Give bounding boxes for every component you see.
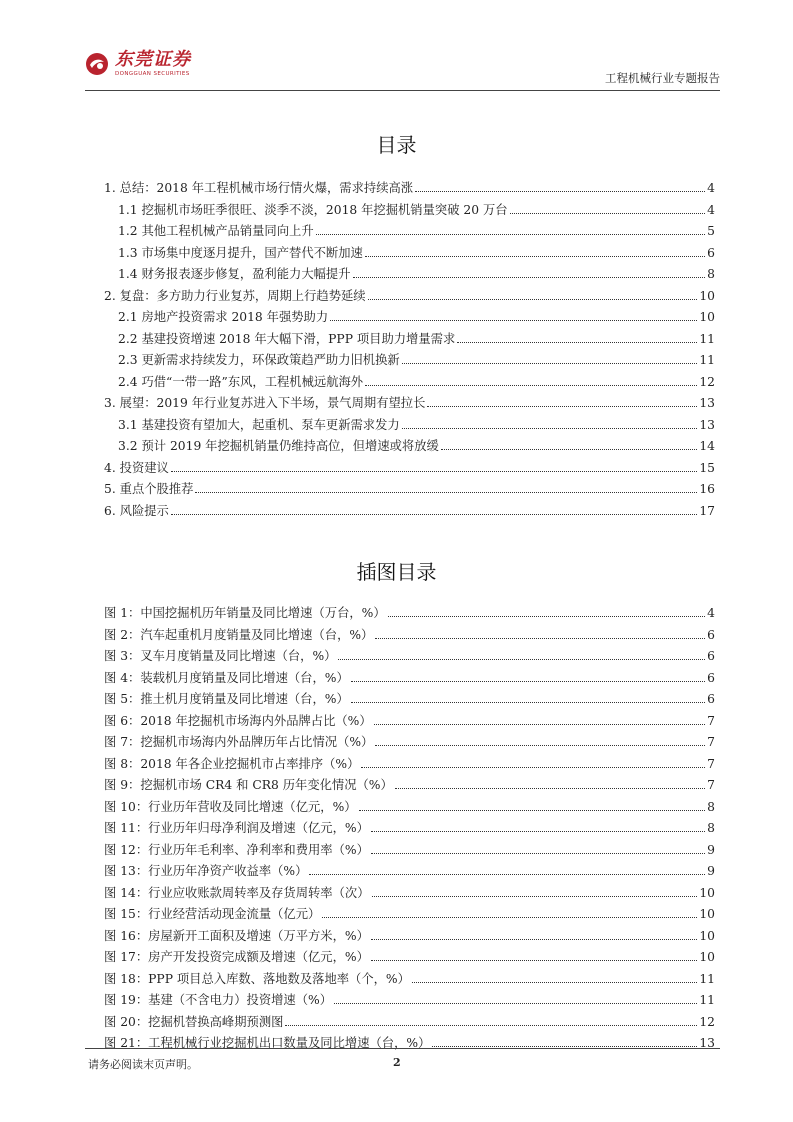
dot-leader <box>402 416 698 429</box>
toc-entry-label: 图 13：行业历年净资产收益率（%） <box>104 864 308 878</box>
toc-entry-page: 9 <box>707 842 715 857</box>
toc-entry-label: 2.4 巧借“一带一路”东风，工程机械远航海外 <box>118 374 364 389</box>
toc-entry-label: 4. 投资建议 <box>104 460 169 475</box>
dot-leader <box>432 1034 697 1047</box>
toc-entry[interactable] <box>104 904 715 926</box>
toc-entry[interactable] <box>104 646 715 668</box>
toc-entry-label: 图 15：行业经营活动现金流量（亿元） <box>104 907 321 921</box>
toc-entry[interactable] <box>104 969 715 991</box>
figure-list-title: 插图目录 <box>356 560 437 584</box>
toc-entry[interactable] <box>104 372 715 394</box>
dot-leader <box>375 626 705 639</box>
disclaimer-note: 请务必阅读末页声明。 <box>88 1058 198 1071</box>
toc-entry-page: 13 <box>699 417 715 432</box>
dot-leader <box>351 690 705 703</box>
toc-entry[interactable] <box>104 818 715 840</box>
toc-entry[interactable] <box>104 840 715 862</box>
dot-leader <box>457 330 697 343</box>
dot-leader <box>412 970 697 983</box>
toc-entry[interactable] <box>104 1033 715 1055</box>
table-of-contents <box>104 178 715 522</box>
toc-entry[interactable] <box>104 200 715 222</box>
dot-leader <box>371 841 705 854</box>
toc-entry-page: 8 <box>707 821 715 835</box>
dot-leader <box>371 948 697 961</box>
toc-entry-label: 2.2 基建投资增速 2018 年大幅下滑，PPP 项目助力增量需求 <box>118 331 456 346</box>
toc-entry-label: 3.1 基建投资有望加大，起重机、泵车更新需求发力 <box>118 417 400 432</box>
toc-entry[interactable] <box>104 990 715 1012</box>
toc-entry[interactable] <box>104 1012 715 1034</box>
dot-leader <box>415 179 705 192</box>
toc-entry-label: 5. 重点个股推荐 <box>104 482 194 496</box>
toc-entry[interactable] <box>104 350 715 372</box>
toc-entry-label: 图 16：房屋新开工面积及增速（万平方米，%） <box>104 928 369 943</box>
toc-entry-page: 9 <box>707 864 715 878</box>
toc-entry-page: 10 <box>699 928 715 943</box>
toc-entry-label: 1. 总结：2018 年工程机械市场行情火爆，需求持续高涨 <box>104 181 414 195</box>
dot-leader <box>371 927 697 940</box>
toc-entry-label: 1.2 其他工程机械产品销量同向上升 <box>118 224 314 238</box>
toc-entry[interactable] <box>104 458 715 480</box>
toc-entry-page: 17 <box>699 503 715 518</box>
toc-entry[interactable] <box>104 264 715 286</box>
report-title: 工程机械行业专题报告 <box>605 71 720 85</box>
company-logo <box>85 50 191 78</box>
dot-leader <box>171 502 698 515</box>
dot-leader <box>371 819 705 832</box>
dot-leader <box>388 604 706 617</box>
toc-entry-page: 10 <box>699 310 715 324</box>
dot-leader <box>338 647 705 660</box>
toc-entry-label: 图 12：行业历年毛利率、净利率和费用率（%） <box>104 842 369 857</box>
toc-entry[interactable] <box>104 479 715 501</box>
toc-entry[interactable] <box>104 501 715 523</box>
toc-entry-page: 5 <box>707 224 715 238</box>
toc-entry-label: 图 10：行业历年营收及同比增速（亿元，%） <box>104 799 357 814</box>
dot-leader <box>334 991 697 1004</box>
toc-entry-page: 4 <box>707 181 715 195</box>
toc-entry[interactable] <box>104 329 715 351</box>
toc-entry-page: 11 <box>699 971 715 986</box>
toc-entry[interactable] <box>104 436 715 458</box>
dot-leader <box>361 755 705 768</box>
toc-entry-page: 15 <box>699 460 715 475</box>
dot-leader <box>171 459 698 472</box>
toc-entry-page: 7 <box>707 735 715 749</box>
toc-entry-page: 8 <box>707 267 715 281</box>
toc-entry-label: 图 11：行业历年归母净利润及增速（亿元，%） <box>104 821 369 835</box>
toc-entry[interactable] <box>104 393 715 415</box>
toc-entry-page: 11 <box>699 353 715 367</box>
toc-entry-page: 12 <box>699 374 715 389</box>
toc-entry-label: 图 2：汽车起重机月度销量及同比增速（台，%） <box>104 627 374 642</box>
toc-entry[interactable] <box>104 732 715 754</box>
toc-entry-label: 图 5：推土机月度销量及同比增速（台，%） <box>104 692 349 706</box>
toc-entry[interactable] <box>104 754 715 776</box>
toc-entry[interactable] <box>104 286 715 308</box>
toc-entry-page: 4 <box>707 606 715 620</box>
dot-leader <box>365 244 705 257</box>
toc-entry-label: 图 9：挖掘机市场 CR4 和 CR8 历年变化情况（%） <box>104 778 393 792</box>
toc-entry-label: 图 17：房产开发投资完成额及增速（亿元，%） <box>104 950 369 964</box>
toc-entry-label: 图 1：中国挖掘机历年销量及同比增速（万台，%） <box>104 606 386 620</box>
toc-entry-label: 图 8：2018 年各企业挖掘机市占率排序（%） <box>104 756 360 771</box>
toc-entry-label: 图 6：2018 年挖掘机市场海内外品牌占比（%） <box>104 713 372 728</box>
dot-leader <box>359 798 706 811</box>
toc-entry-page: 10 <box>699 288 715 303</box>
dot-leader <box>316 222 706 235</box>
toc-entry[interactable] <box>104 603 715 625</box>
toc-entry-page: 11 <box>699 993 715 1007</box>
toc-entry[interactable] <box>104 775 715 797</box>
toc-entry-label: 2. 复盘：多方助力行业复苏，周期上行趋势延续 <box>104 288 366 303</box>
dongguan-securities-logo-icon <box>85 52 109 76</box>
dot-leader <box>395 776 705 789</box>
toc-entry-label: 3. 展望：2019 年行业复苏进入下半场，景气周期有望拉长 <box>104 396 426 410</box>
dot-leader <box>368 287 698 300</box>
toc-entry[interactable] <box>104 221 715 243</box>
toc-entry[interactable] <box>104 625 715 647</box>
toc-entry-label: 6. 风险提示 <box>104 503 169 518</box>
toc-entry[interactable] <box>104 415 715 437</box>
dot-leader <box>309 862 705 875</box>
toc-entry-label: 图 19：基建（不含电力）投资增速（%） <box>104 993 332 1007</box>
dot-leader <box>427 394 697 407</box>
toc-entry-page: 7 <box>707 713 715 728</box>
toc-entry-page: 4 <box>707 202 715 217</box>
dot-leader <box>353 265 706 278</box>
toc-entry-page: 12 <box>699 1014 715 1029</box>
toc-entry-page: 16 <box>699 482 715 496</box>
toc-entry-page: 11 <box>699 331 715 346</box>
toc-entry-page: 10 <box>699 950 715 964</box>
dot-leader <box>441 437 698 450</box>
toc-entry-label: 图 20：挖掘机替换高峰期预测图 <box>104 1014 284 1029</box>
toc-entry-page: 14 <box>699 439 715 453</box>
toc-entry-label: 图 7：挖掘机市场海内外品牌历年占比情况（%） <box>104 735 374 749</box>
toc-entry-label: 2.3 更新需求持续发力，环保政策趋严助力旧机换新 <box>118 353 400 367</box>
toc-entry[interactable] <box>104 307 715 329</box>
toc-entry-label: 图 14：行业应收账款周转率及存货周转率（次） <box>104 885 370 900</box>
toc-entry-page: 10 <box>699 885 715 900</box>
toc-entry-page: 10 <box>699 907 715 921</box>
toc-entry-page: 7 <box>707 778 715 792</box>
toc-entry-label: 1.4 财务报表逐步修复，盈利能力大幅提升 <box>118 267 351 281</box>
toc-entry-label: 图 18：PPP 项目总入库数、落地数及落地率（个，%） <box>104 971 410 986</box>
page-header <box>85 40 720 96</box>
toc-entry[interactable] <box>104 797 715 819</box>
toc-entry[interactable] <box>104 861 715 883</box>
toc-entry[interactable] <box>104 689 715 711</box>
toc-entry-page: 13 <box>699 1036 715 1050</box>
page-number: 2 <box>393 1056 401 1069</box>
dot-leader <box>510 201 706 214</box>
dot-leader <box>372 884 698 897</box>
toc-entry-label: 图 4：装载机月度销量及同比增速（台，%） <box>104 670 349 685</box>
dot-leader <box>402 351 698 364</box>
toc-entry[interactable] <box>104 711 715 733</box>
toc-entry-label: 图 3：叉车月度销量及同比增速（台，%） <box>104 649 337 663</box>
toc-entry-page: 6 <box>707 670 715 685</box>
dot-leader <box>374 712 706 725</box>
toc-entry-page: 6 <box>707 692 715 706</box>
toc-entry-label: 1.3 市场集中度逐月提升，国产替代不断加速 <box>118 245 363 260</box>
company-name-en: DONGGUAN SECURITIES <box>115 71 190 77</box>
footer-divider <box>85 1048 720 1049</box>
figure-list <box>104 603 715 1055</box>
toc-entry[interactable] <box>104 947 715 969</box>
toc-entry-page: 8 <box>707 799 715 814</box>
dot-leader <box>285 1013 697 1026</box>
toc-title: 目录 <box>376 133 417 157</box>
toc-entry[interactable] <box>104 668 715 690</box>
toc-entry-label: 图 21：工程机械行业挖掘机出口数量及同比增速（台，%） <box>104 1036 431 1050</box>
dot-leader <box>365 373 697 386</box>
header-divider <box>85 90 720 91</box>
dot-leader <box>375 733 705 746</box>
dot-leader <box>322 905 697 918</box>
toc-entry-page: 6 <box>707 245 715 260</box>
company-name-cn: 东莞证券 <box>115 49 191 70</box>
toc-entry-page: 6 <box>707 649 715 663</box>
toc-entry-page: 6 <box>707 627 715 642</box>
dot-leader <box>330 308 697 321</box>
toc-entry[interactable] <box>104 243 715 265</box>
dot-leader <box>351 669 705 682</box>
toc-entry[interactable] <box>104 883 715 905</box>
toc-entry-label: 2.1 房地产投资需求 2018 年强势助力 <box>118 310 329 324</box>
toc-entry[interactable] <box>104 178 715 200</box>
toc-entry-label: 3.2 预计 2019 年挖掘机销量仍维持高位，但增速或将放缓 <box>118 439 439 453</box>
dot-leader <box>195 480 697 493</box>
toc-entry-page: 7 <box>707 756 715 771</box>
toc-entry-label: 1.1 挖掘机市场旺季很旺、淡季不淡，2018 年挖掘机销量突破 20 万台 <box>118 202 508 217</box>
toc-entry[interactable] <box>104 926 715 948</box>
toc-entry-page: 13 <box>699 396 715 410</box>
